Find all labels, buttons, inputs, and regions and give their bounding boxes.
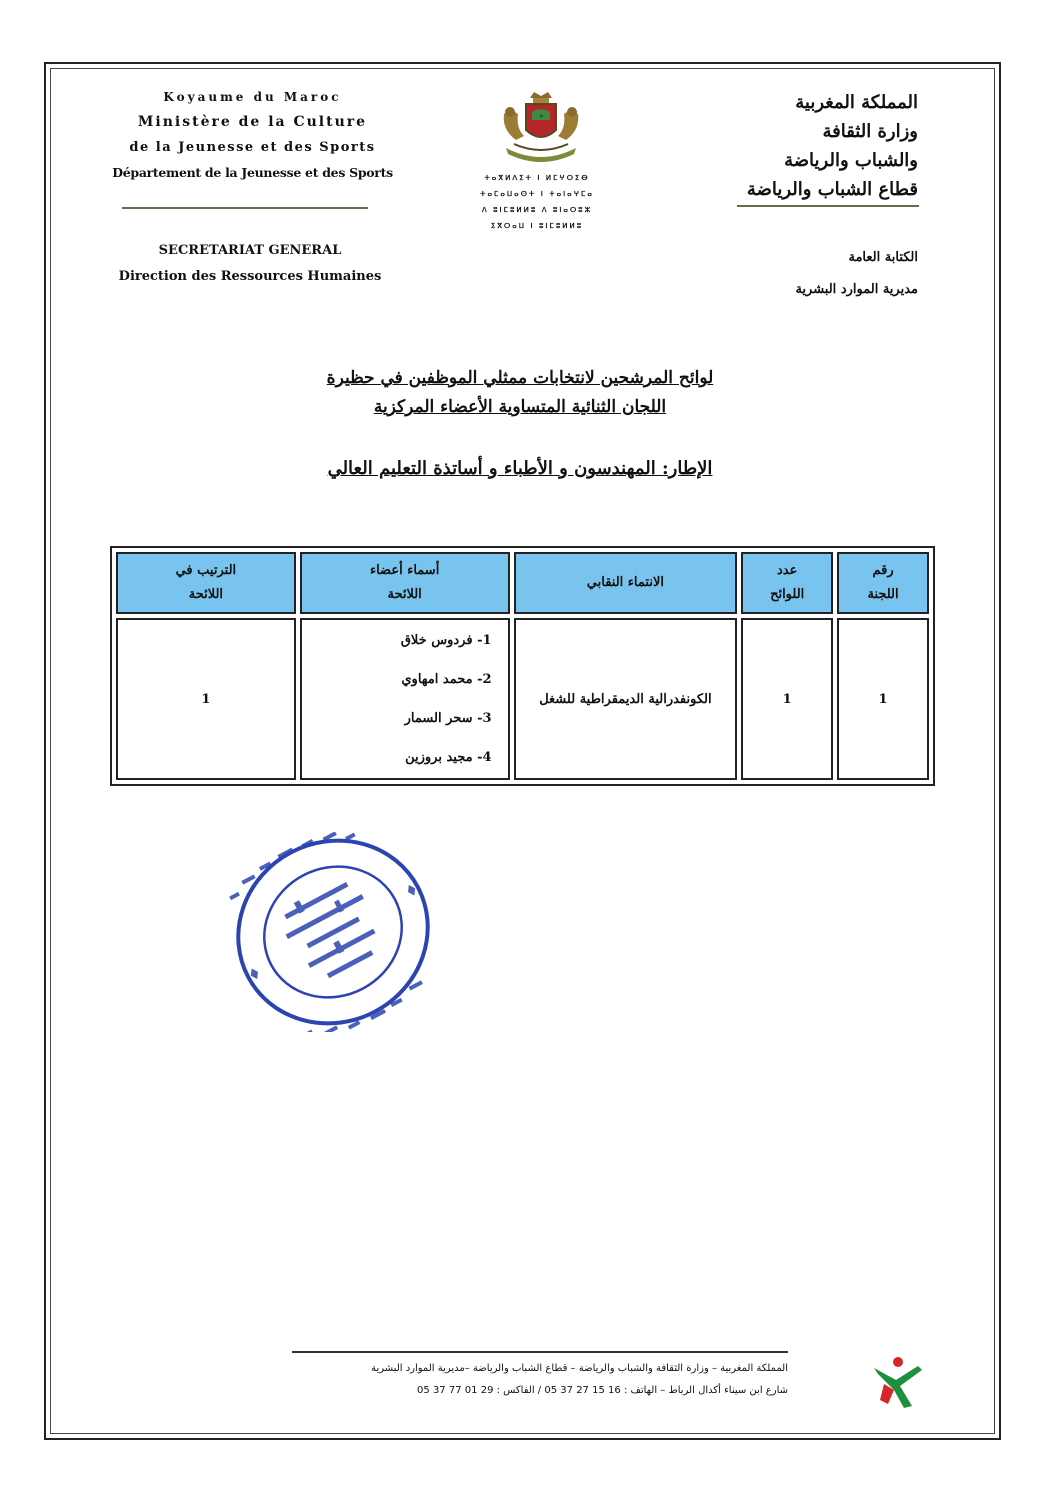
sports-logo-icon bbox=[868, 1354, 926, 1410]
cell-committee-number: 1 bbox=[837, 618, 929, 780]
header-list-rank-line1: الترتيب في bbox=[175, 563, 237, 578]
header-member-names bbox=[300, 552, 510, 614]
tifinagh-line4: ⵉⴳⵔⴰⵡ ⵏ ⵓⵏⵎⵓⵍⵍⵓ bbox=[490, 221, 584, 230]
header-arabic bbox=[690, 88, 918, 204]
document-title-line1: لوائح المرشحين لانتخابات ممثلي الموظفين في حظيرة bbox=[326, 368, 714, 388]
cell-lists-count: 1 bbox=[741, 618, 833, 780]
header-ar-line1: المملكة المغربية bbox=[795, 92, 918, 113]
footer bbox=[300, 1358, 788, 1402]
header-list-rank bbox=[116, 552, 296, 614]
header-member-names-line1: أسماء أعضاء bbox=[369, 563, 440, 578]
official-stamp bbox=[228, 832, 438, 1032]
header-fr-line2: Ministère de la Culture bbox=[137, 114, 368, 130]
member-name: 2- محمد امهاوي bbox=[401, 672, 492, 687]
header-ar-line4: قطاع الشباب والرياضة bbox=[746, 179, 918, 200]
subheader-ar-line2: مديرية الموارد البشرية bbox=[795, 282, 918, 297]
document-title-line2: اللجان الثنائية المتساوية الأعضاء المركزية bbox=[373, 397, 667, 417]
member-name: 3- سحر السمار bbox=[404, 711, 492, 726]
header-list-rank-line2: اللائحة bbox=[188, 587, 224, 602]
subheader-arabic bbox=[740, 242, 918, 306]
subheader-ar-line1: الكتابة العامة bbox=[848, 250, 918, 265]
cell-member-names bbox=[300, 618, 510, 780]
subheader-french bbox=[105, 238, 395, 290]
header-union: الانتماء النقابي bbox=[514, 552, 738, 614]
header-lists-count-line1: عدد bbox=[776, 563, 798, 578]
subheader-fr-line2: Direction des Ressources Humaines bbox=[118, 269, 382, 284]
header-fr-line1: Koyaume du Maroc bbox=[163, 90, 342, 104]
table-row bbox=[116, 618, 929, 780]
table-header-row bbox=[116, 552, 929, 614]
header-committee-number-line2: اللجنة bbox=[867, 587, 899, 602]
header-fr-divider bbox=[122, 207, 368, 209]
tifinagh-line3: ⴷ ⵓⵏⵎⵓⵍⵍⵓ ⴷ ⵓⵏⴰⵔⵓⵣ bbox=[481, 205, 593, 214]
royal-emblem-icon bbox=[496, 90, 586, 170]
footer-divider bbox=[292, 1351, 788, 1353]
tifinagh-header bbox=[462, 170, 612, 234]
candidates-table bbox=[110, 546, 935, 786]
header-member-names-line2: اللائحة bbox=[387, 587, 422, 602]
header-ar-divider bbox=[737, 205, 919, 207]
header-committee-number-line1: رقم bbox=[872, 563, 894, 578]
header-committee-number bbox=[837, 552, 929, 614]
header-ar-line3: والشباب والرياضة bbox=[784, 150, 918, 171]
header-french bbox=[110, 86, 395, 180]
footer-line2: شارع ابن سيناء أكدال الرباط – الهاتف : 16 15 27 37 05 / الفاكس : 29 01 77 37 05 bbox=[417, 1385, 788, 1396]
cell-list-rank: 1 bbox=[116, 618, 296, 780]
cell-union: الكونفدرالية الديمقراطية للشغل bbox=[514, 618, 738, 780]
member-name: 4- مجيد بروزين bbox=[405, 750, 492, 765]
header-lists-count-line2: اللوائح bbox=[770, 587, 805, 602]
footer-line1: المملكة المغربية – وزارة الثقافة والشباب والرياضة – قطاع الشباب والرياضة –مديرية الموارد البشرية bbox=[371, 1363, 788, 1374]
header-lists-count bbox=[741, 552, 833, 614]
member-name: 1- فردوس خلاق bbox=[400, 633, 492, 648]
header-fr-line4: Département de la Jeunesse et des Sports bbox=[112, 165, 393, 180]
header-ar-line2: وزارة الثقافة bbox=[822, 121, 918, 142]
document-category-title: الإطار: المهندسون و الأطباء و أساتذة التعليم العالي bbox=[327, 458, 713, 479]
header-fr-line3: de la Jeunesse et des Sports bbox=[129, 140, 376, 155]
tifinagh-line2: ⵜⴰⵎⴰⵡⴰⵙⵜ ⵏ ⵜⴰⵏⴰⵖⵎⴰ bbox=[480, 189, 594, 198]
subheader-fr-line1: SECRETARIAT GENERAL bbox=[158, 243, 342, 258]
tifinagh-line1: ⵜⴰⴳⵍⴷⵉⵜ ⵏ ⵍⵎⵖⵔⵉⴱ bbox=[484, 173, 590, 182]
